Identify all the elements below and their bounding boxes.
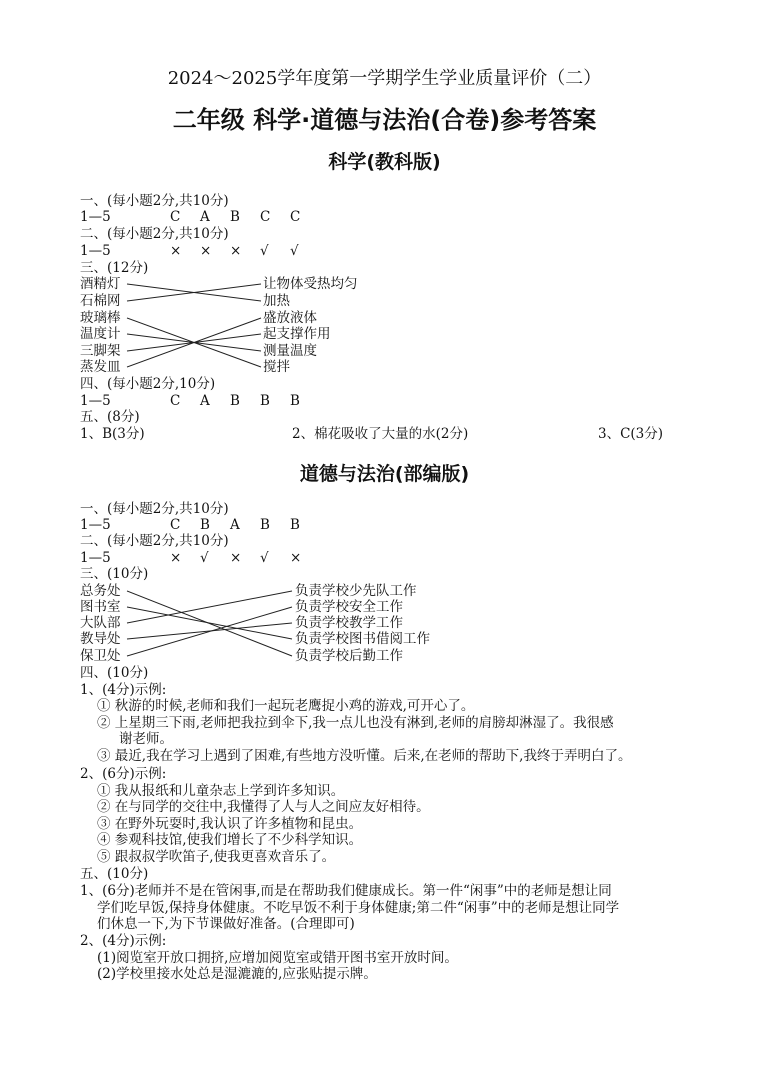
sci-q3-left-item: 三脚架 [80, 343, 121, 359]
mor-q2-answer: × [170, 550, 182, 566]
sci-q1-answer: C [170, 209, 181, 225]
mor-q1-range: 1—5 [80, 517, 111, 533]
mor-q4-p2-item: ② 在与同学的交往中,我懂得了人与人之间应友好相待。 [97, 799, 430, 815]
sci-q2-answer: × [170, 243, 182, 259]
mor-q2-answer: × [290, 550, 302, 566]
mor-q4-heading: 四、(10分) [80, 665, 149, 681]
answer-key-title: 二年级 科学·道德与法治(合卷)参考答案 [172, 106, 597, 134]
sci-q1-answer: A [200, 209, 210, 225]
mor-q4-p1-item: ③ 最近,我在学习上遇到了困难,有些地方没听懂。后来,在老师的帮助下,我终于弄明白了。 [97, 748, 632, 764]
sci-q4-answer: B [230, 393, 240, 409]
mor-q3-right-item: 负责学校教学工作 [295, 615, 403, 631]
sci-q3-right-item: 加热 [263, 293, 290, 309]
mor-q3-left-item: 大队部 [80, 615, 121, 631]
sci-q3-heading: 三、(12分) [80, 260, 149, 276]
mor-q5-p2-item: (2)学校里接水处总是湿漉漉的,应张贴提示牌。 [97, 966, 377, 982]
sci-q2-answer: √ [290, 243, 299, 259]
mor-q1-answer: B [290, 517, 300, 533]
mor-q4-p2-heading: 2、(6分)示例: [80, 766, 167, 782]
mor-q2-answer: × [230, 550, 242, 566]
mor-q5-p2-heading: 2、(4分)示例: [80, 933, 167, 949]
sci-q3-left-item: 温度计 [80, 326, 121, 342]
mor-q4-p1-item: 谢老师。 [119, 731, 173, 747]
mor-q4-p2-item: ④ 参观科技馆,使我们增长了不少科学知识。 [97, 832, 363, 848]
sci-q1-heading: 一、(每小题2分,共10分) [80, 193, 229, 209]
sci-q1-answer: C [260, 209, 271, 225]
exam-title: 2024～2025学年度第一学期学生学业质量评价（二） [167, 68, 602, 89]
mor-q1-answer: B [200, 517, 210, 533]
sci-q1-answer: B [230, 209, 240, 225]
mor-match-line [127, 607, 292, 656]
sci-q2-range: 1—5 [80, 243, 111, 259]
sci-q1-range: 1—5 [80, 209, 111, 225]
mor-q3-right-item: 负责学校后勤工作 [295, 648, 403, 664]
mor-q3-left-item: 保卫处 [80, 648, 121, 664]
mor-q3-right-item: 负责学校少先队工作 [295, 583, 417, 599]
sci-q5-heading: 五、(8分) [80, 409, 140, 425]
sci-q4-answer: A [200, 393, 210, 409]
mor-match-line [127, 607, 292, 639]
sci-q4-range: 1—5 [80, 393, 111, 409]
sci-q5-item: 3、C(3分) [598, 426, 664, 442]
morality-section-title: 道德与法治(部编版) [299, 463, 470, 485]
sci-q3-right-item: 起支撑作用 [263, 326, 331, 342]
mor-q5-p1-line: 学们吃早饭,保持身体健康。不吃早饭不利于身体健康;第二件“闲事”中的老师是想让同学 [97, 900, 620, 916]
mor-q1-answer: A [230, 517, 240, 533]
sci-q4-answer: B [290, 393, 300, 409]
mor-q1-heading: 一、(每小题2分,共10分) [80, 501, 229, 517]
sci-q3-left-item: 酒精灯 [80, 276, 121, 292]
mor-q5-p1-line: 1、(6分)老师并不是在管闲事,而是在帮助我们健康成长。第一件“闲事”中的老师是想让同 [80, 883, 612, 899]
sci-q5-item: 1、B(3分) [80, 426, 145, 442]
science-section-title: 科学(教科版) [328, 151, 441, 173]
mor-q2-answer: √ [260, 550, 269, 566]
mor-q4-p1-item: ② 上星期三下雨,老师把我拉到伞下,我一点儿也没有淋到,老师的肩膀却淋湿了。我很感 [97, 715, 614, 731]
sci-q2-answer: × [200, 243, 212, 259]
sci-q5-item: 2、棉花吸收了大量的水(2分) [292, 426, 469, 442]
mor-q2-answers [170, 550, 320, 566]
sci-q3-right-item: 让物体受热均匀 [263, 276, 358, 292]
mor-match-line [127, 591, 292, 623]
mor-q2-heading: 二、(每小题2分,共10分) [80, 533, 229, 549]
sci-q2-answer: × [230, 243, 242, 259]
sci-q1-answer: C [290, 209, 301, 225]
sci-q4-heading: 四、(每小题2分,10分) [80, 376, 216, 392]
mor-q3-right-item: 负责学校安全工作 [295, 599, 403, 615]
sci-q3-left-item: 蒸发皿 [80, 359, 121, 375]
sci-q3-right-item: 盛放液体 [263, 310, 317, 326]
mor-q3-right-item: 负责学校图书借阅工作 [295, 631, 430, 647]
sci-q3-right-item: 测量温度 [263, 343, 317, 359]
sci-q3-left-item: 石棉网 [80, 293, 121, 309]
mor-q4-p2-item: ⑤ 跟叔叔学吹笛子,使我更喜欢音乐了。 [97, 849, 336, 865]
mor-q5-heading: 五、(10分) [80, 866, 149, 882]
mor-q5-p1-line: 们休息一下,为下节课做好准备。(合理即可) [97, 916, 355, 932]
mor-q3-heading: 三、(10分) [80, 566, 149, 582]
mor-q1-answer: C [170, 517, 181, 533]
mor-q4-p1-item: ① 秋游的时候,老师和我们一起玩老鹰捉小鸡的游戏,可开心了。 [97, 698, 475, 714]
mor-q2-range: 1—5 [80, 550, 111, 566]
sci-q2-heading: 二、(每小题2分,共10分) [80, 226, 229, 242]
mor-q4-p2-item: ① 我从报纸和儿童杂志上学到许多知识。 [97, 783, 345, 799]
sci-q4-answer: B [260, 393, 270, 409]
sci-q4-answer: C [170, 393, 181, 409]
mor-q4-p2-item: ③ 在野外玩耍时,我认识了许多植物和昆虫。 [97, 816, 363, 832]
mor-q4-p1-heading: 1、(4分)示例: [80, 682, 167, 698]
mor-q5-p2-item: (1)阅览室开放口拥挤,应增加阅览室或错开图书室开放时间。 [97, 950, 458, 966]
mor-q2-answer: √ [200, 550, 209, 566]
sci-q3-right-item: 搅拌 [263, 359, 290, 375]
mor-q3-left-item: 教导处 [80, 631, 121, 647]
mor-q3-left-item: 总务处 [80, 583, 121, 599]
mor-q3-left-item: 图书室 [80, 599, 121, 615]
mor-q1-answers [170, 517, 320, 533]
sci-q2-answer: √ [260, 243, 269, 259]
mor-q1-answer: B [260, 517, 270, 533]
sci-q3-left-item: 玻璃棒 [80, 310, 121, 326]
sci-q4-answers [170, 393, 320, 409]
